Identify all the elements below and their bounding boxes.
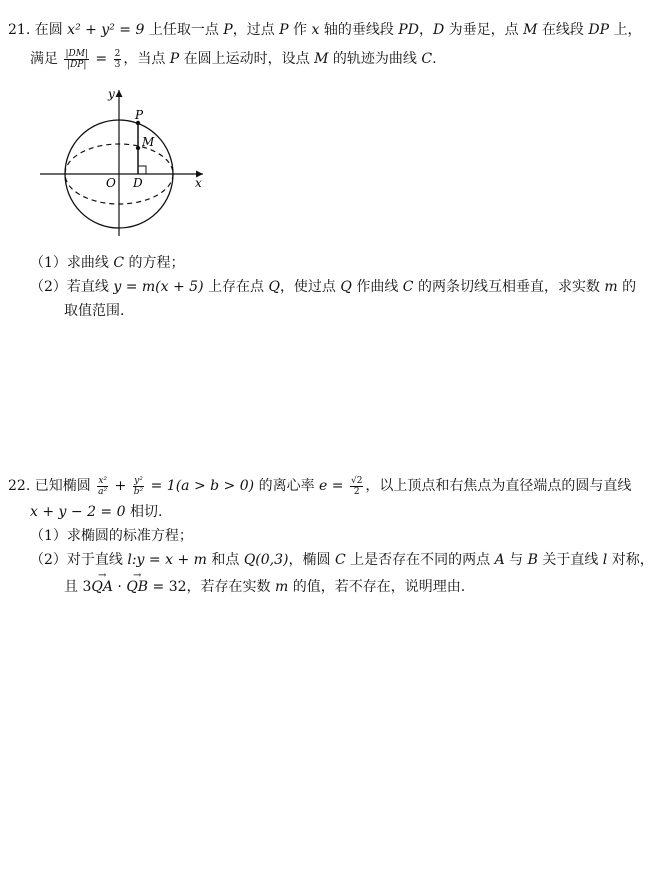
- vector-qb: → QB: [126, 577, 148, 597]
- text: 已知椭圆: [34, 478, 96, 494]
- ellipse-equation: = 1(a > b > 0): [146, 478, 255, 494]
- vector-qa: → QA: [91, 577, 113, 597]
- x-fraction: [97, 476, 108, 497]
- text: 作曲线: [351, 279, 403, 295]
- frac-num: √2: [350, 475, 363, 486]
- var-M: M: [523, 22, 538, 38]
- var-P: P: [279, 22, 289, 38]
- text: 满足: [30, 51, 63, 67]
- text: ，以上顶点和右焦点为直径端点的圆与直线: [365, 478, 632, 494]
- text: 的: [617, 279, 637, 295]
- text: 与: [504, 552, 528, 568]
- frac-den: a²: [98, 486, 108, 497]
- sqrt2-over-2: [350, 476, 363, 497]
- plus: +: [110, 478, 131, 494]
- var-m: m: [274, 579, 289, 595]
- var-P: P: [169, 51, 180, 67]
- p22-line-2: [30, 502, 162, 522]
- point-m: [136, 146, 140, 150]
- circle-equation: x² + y² = 9: [67, 22, 145, 38]
- frac-num: |DM|: [65, 48, 88, 59]
- line-l-equation: l:y = x + m: [127, 552, 207, 568]
- frac-den: |DP|: [67, 59, 87, 70]
- var-P: P: [223, 22, 233, 38]
- p22-question-2-cont: [64, 577, 465, 597]
- p21-question-2-cont: [64, 301, 124, 321]
- var-B: B: [527, 552, 538, 568]
- text: =: [90, 51, 112, 67]
- ratio-fraction: [64, 49, 89, 70]
- label-x: x: [195, 176, 202, 190]
- text: 轴的垂线段: [319, 22, 399, 38]
- var-C: C: [334, 552, 346, 568]
- p21-line-2: [30, 46, 437, 72]
- problem-number: 22.: [8, 478, 31, 494]
- text: 在圆上运动时，设点: [179, 51, 315, 67]
- text: 关于直线: [537, 552, 603, 568]
- p21-question-1: [30, 253, 185, 273]
- circle-ellipse-figure: [38, 86, 218, 246]
- text: ，: [418, 22, 433, 38]
- label-y: y: [108, 87, 115, 101]
- text: ，椭圆: [288, 552, 335, 568]
- frac-den: 2: [353, 486, 360, 497]
- text: 为垂足，点: [444, 22, 524, 38]
- text: 的两条切线互相垂直，求实数: [413, 279, 605, 295]
- text: ，若存在实数: [186, 579, 275, 595]
- text: 作: [288, 22, 312, 38]
- y-fraction: [133, 476, 144, 497]
- label-d: D: [133, 176, 143, 190]
- label-o: O: [106, 176, 116, 190]
- problem-number: 21.: [8, 22, 31, 38]
- text: （2）对于直线: [30, 552, 128, 568]
- var-DP: DP: [588, 22, 609, 38]
- text: ，过点: [232, 22, 280, 38]
- text: （2）若直线: [30, 279, 114, 295]
- text: .: [432, 51, 437, 67]
- tangent-line-equation: x + y − 2 = 0: [30, 504, 126, 520]
- point-q: Q(0,3): [243, 552, 289, 568]
- p22-question-1: [30, 526, 193, 546]
- frac-den: b²: [133, 486, 144, 497]
- var-A: A: [494, 552, 505, 568]
- var-Q: Q: [268, 279, 280, 295]
- var-Q: Q: [340, 279, 352, 295]
- text: 且 3: [64, 579, 92, 595]
- var-x: x: [311, 22, 320, 38]
- text: 在圆: [34, 22, 68, 38]
- label-m: M: [142, 135, 155, 149]
- text: ，当点: [123, 51, 170, 67]
- text: 上，: [609, 22, 642, 38]
- text: 上是否存在不同的两点: [345, 552, 495, 568]
- p21-line-1: [8, 20, 641, 40]
- text: 和点: [206, 552, 244, 568]
- text: 对称，: [607, 552, 654, 568]
- text: 上存在点: [203, 279, 269, 295]
- text: 的值，若不存在，说明理由.: [288, 579, 466, 595]
- var-D: D: [432, 22, 445, 38]
- text: 在线段: [537, 22, 589, 38]
- p22-question-2: [30, 550, 654, 570]
- var-M: M: [314, 51, 329, 67]
- p22-line-1: [8, 473, 631, 499]
- two-thirds-fraction: [114, 49, 122, 70]
- frac-num: 2: [114, 48, 121, 59]
- label-p: P: [135, 108, 144, 122]
- text: = 32: [148, 579, 187, 595]
- text: 的轨迹为曲线: [328, 51, 422, 67]
- p21-question-2: [30, 277, 636, 297]
- var-C: C: [113, 255, 125, 271]
- text: 的离心率: [254, 478, 320, 494]
- text: （1）求椭圆的标准方程；: [30, 528, 193, 544]
- var-l: l: [602, 552, 608, 568]
- dot-product: ·: [112, 579, 127, 595]
- right-angle-mark: [138, 166, 146, 174]
- text: 上任取一点: [144, 22, 224, 38]
- line-equation: y = m(x + 5): [113, 279, 204, 295]
- frac-num: x²: [98, 475, 107, 486]
- text: 的方程；: [124, 255, 185, 271]
- var-C: C: [421, 51, 433, 67]
- text: （1）求曲线: [30, 255, 114, 271]
- text: 取值范围.: [64, 303, 125, 319]
- var-C: C: [402, 279, 414, 295]
- eccentricity: e =: [319, 478, 348, 494]
- text: ，使过点: [279, 279, 341, 295]
- frac-num: y²: [134, 475, 143, 486]
- var-m: m: [604, 279, 618, 295]
- text: 相切.: [125, 504, 163, 520]
- frac-den: 3: [114, 59, 121, 70]
- var-PD: PD: [398, 22, 419, 38]
